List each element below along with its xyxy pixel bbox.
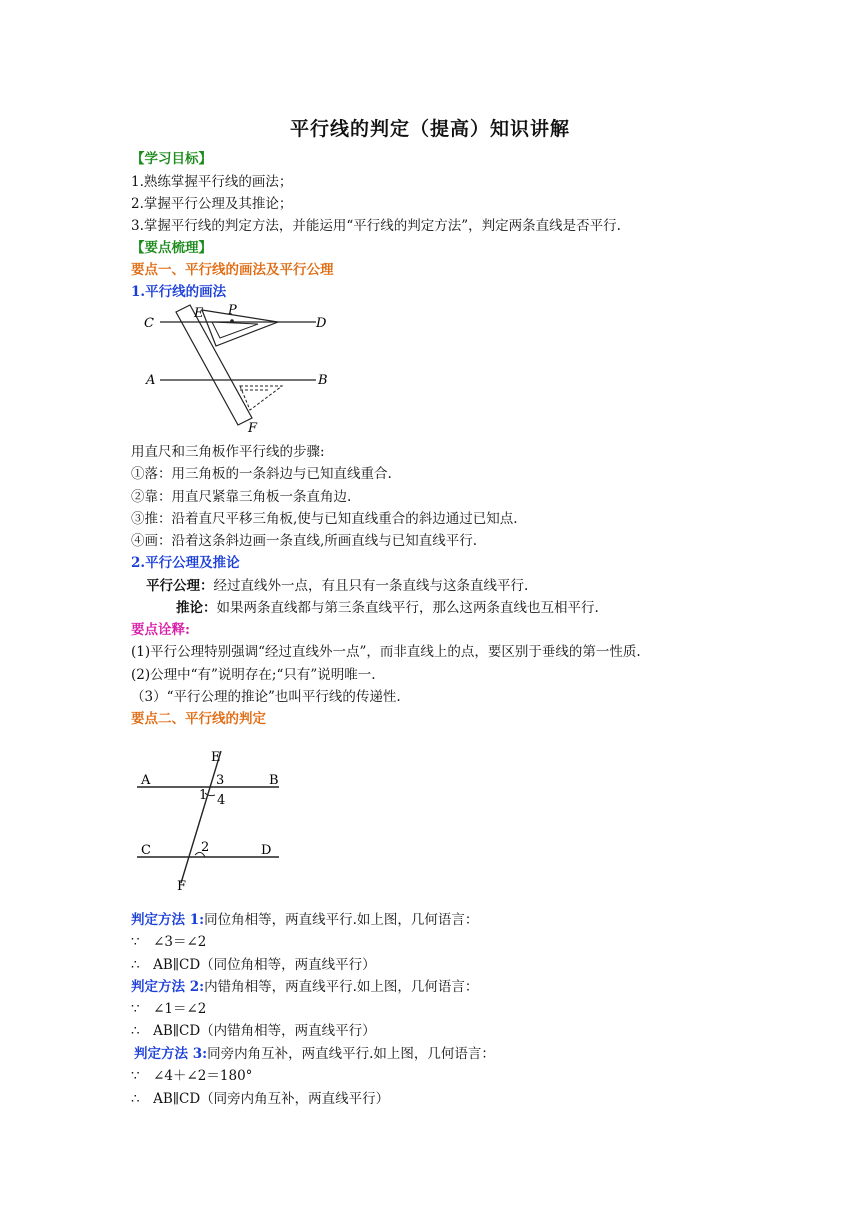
step-item: ②靠：用直尺紧靠三角板一条直角边. [131,489,352,505]
method-therefore: ∴ AB∥CD（同位角相等，两直线平行） [131,957,376,973]
axiom-label: 平行公理： [146,578,214,594]
step-item: ③推：沿着直尺平移三角板,使与已知直线重合的斜边通过已知点. [131,511,518,527]
corollary-line [176,598,599,618]
method-text: 内错角相等，两直线平行.如上图，几何语言： [204,979,479,995]
fig2-label-e: E [211,750,221,765]
steps-intro: 用直尺和三角板作平行线的步骤: [131,444,325,460]
ruler-triangle-figure [140,300,340,435]
axiom-text: 经过直线外一点，有且只有一条直线与这条直线平行. [213,578,529,594]
method-label: 判定方法 3: [134,1046,208,1062]
fig2-label-f: F [177,879,187,894]
fig2-angle-4: 4 [217,793,226,808]
fig2-label-d: D [261,843,272,858]
goal-item: 2.掌握平行公理及其推论； [131,196,293,212]
fig2-angle-1: 1 [199,788,208,803]
note-item: （3）“平行公理的推论”也叫平行线的传递性. [131,689,401,705]
goal-item: 3.掌握平行线的判定方法，并能运用“平行线的判定方法”，判定两条直线是否平行. [131,218,621,234]
fig1-label-e: E [194,306,204,321]
note-item: (2)公理中“有”说明存在;“只有”说明唯一. [131,667,376,683]
section-points-heading: 【要点梳理】 [131,240,212,256]
fig2-angle-2: 2 [201,840,210,855]
sub-heading-drawing: 1.平行线的画法 [131,284,227,300]
method-label: 判定方法 1: [131,912,205,928]
method-label: 判定方法 2: [131,979,205,995]
fig2-label-b: B [269,773,279,788]
fig1-label-c: C [144,316,154,331]
note-item: (1)平行公理特别强调“经过直线外一点”，而非直线上的点，要区别于垂线的第一性质. [131,644,641,660]
sub-heading-axiom: 2.平行公理及推论 [131,555,240,571]
corollary-label: 推论： [176,600,217,616]
fig1-label-d: D [316,316,327,331]
page-title: 平行线的判定（提高）知识讲解 [289,118,570,140]
goal-item: 1.熟练掌握平行线的画法； [131,174,293,190]
fig2-angle-3: 3 [216,773,225,788]
fig1-label-b: B [318,373,328,388]
method-therefore: ∴ AB∥CD（同旁内角互补，两直线平行） [131,1091,390,1107]
fig1-label-p: P [228,303,237,318]
method-text: 同旁内角互补，两直线平行.如上图，几何语言： [207,1046,495,1062]
axiom-line [146,576,528,596]
method-two [131,977,478,997]
fig1-label-a: A [146,373,156,388]
fig2-label-c: C [141,843,151,858]
fig2-label-a: A [141,773,151,788]
step-item: ①落：用三角板的一条斜边与已知直线重合. [131,466,392,482]
point-two-heading: 要点二、平行线的判定 [131,711,266,727]
note-heading: 要点诠释: [131,622,190,638]
method-because: ∵ ∠3＝∠2 [131,934,207,950]
method-because: ∵ ∠4＋∠2＝180° [131,1068,253,1084]
method-one [131,910,478,930]
section-goals-heading: 【学习目标】 [131,151,212,167]
method-because: ∵ ∠1＝∠2 [131,1001,207,1017]
fig1-label-f: F [248,421,258,435]
step-item: ④画：沿着这条斜边画一条直线,所画直线与已知直线平行. [131,533,478,549]
transversal-figure [135,745,295,895]
method-therefore: ∴ AB∥CD（内错角相等，两直线平行） [131,1023,376,1039]
point-one-heading: 要点一、平行线的画法及平行公理 [131,262,334,278]
method-text: 同位角相等，两直线平行.如上图，几何语言： [204,912,479,928]
method-three [134,1044,495,1064]
corollary-text: 如果两条直线都与第三条直线平行，那么这两条直线也互相平行. [216,600,599,616]
